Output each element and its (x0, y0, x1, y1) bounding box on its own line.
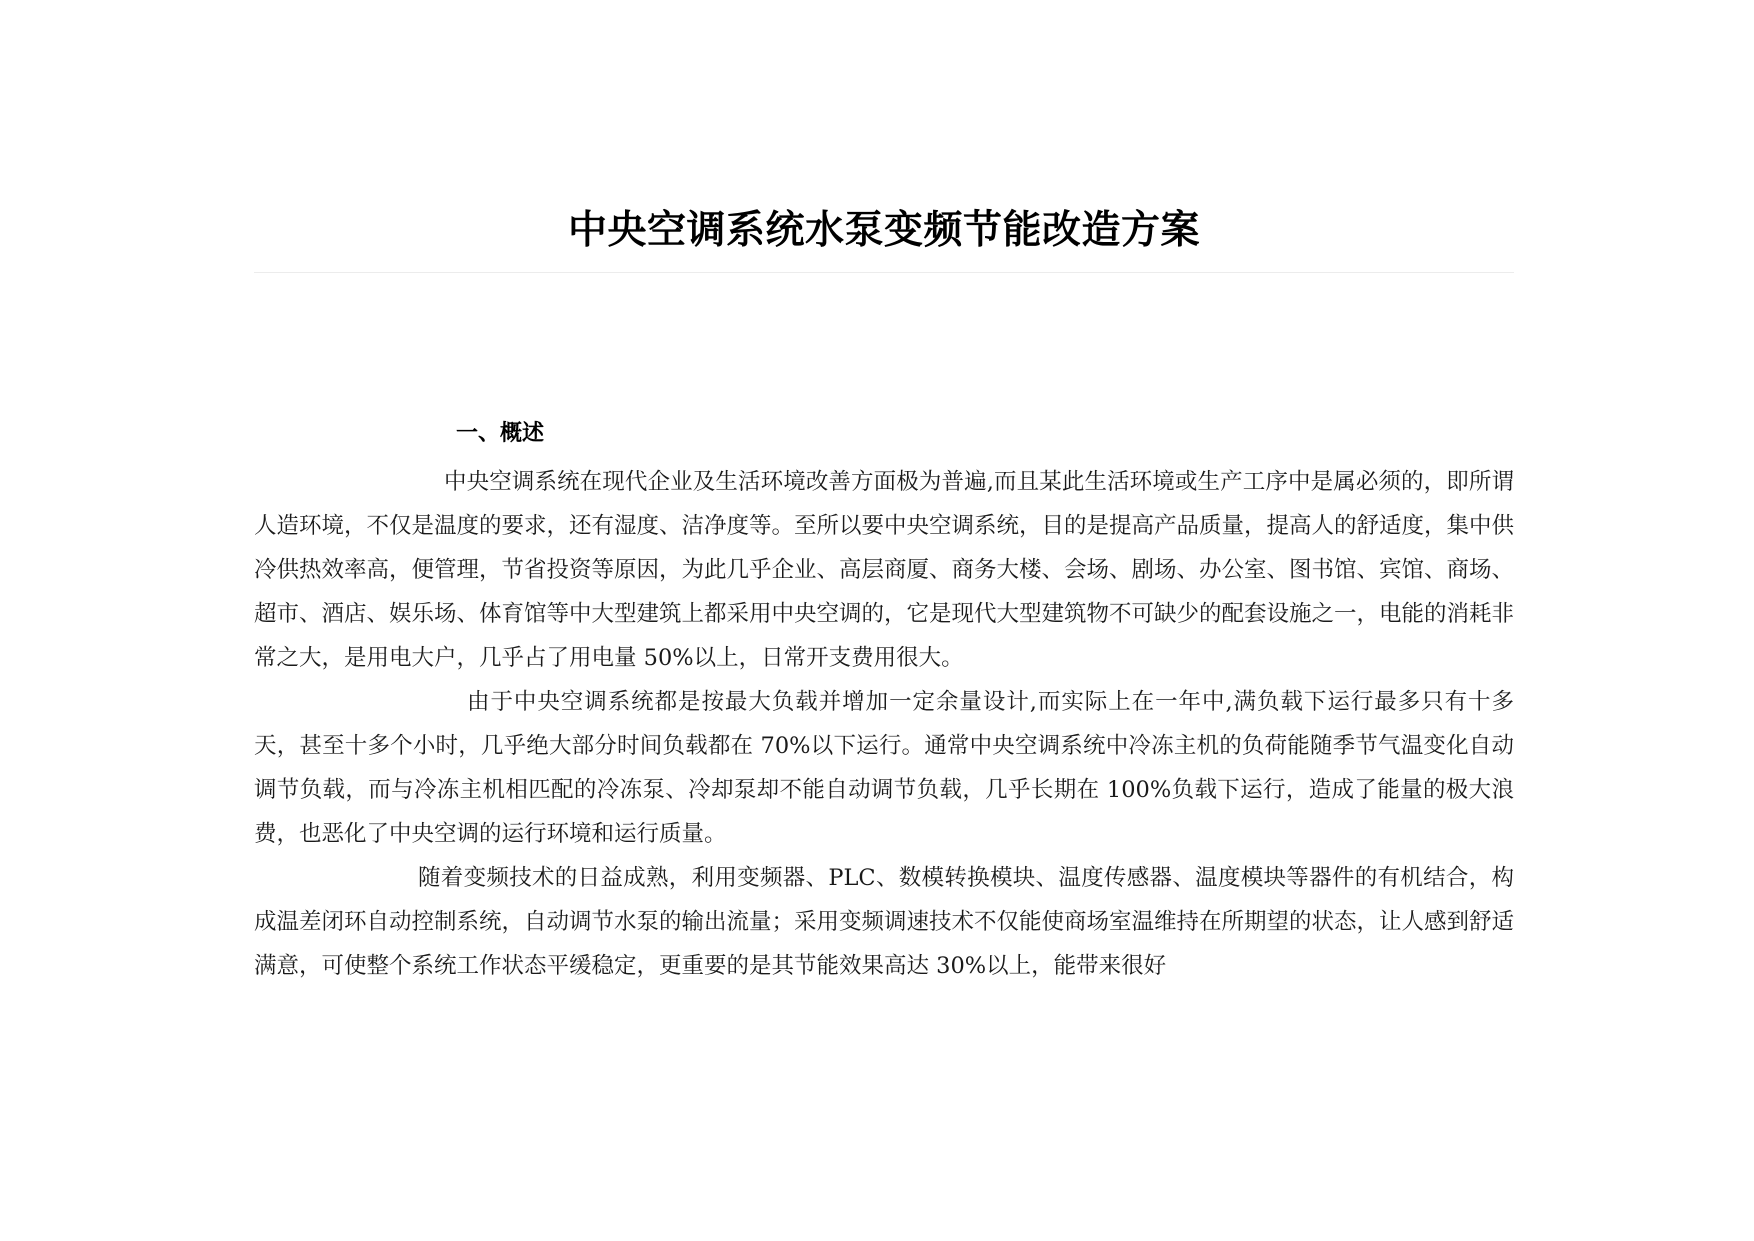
paragraph-2: 由于中央空调系统都是按最大负载并增加一定余量设计,而实际上在一年中,满负载下运行最多只有十多天，甚至十多个小时，几乎绝大部分时间负载都在 70%以下运行。通常中央空调系统中冷冻主机的负荷能随季节气温变化自动调节负载，而与冷冻主机相匹配的冷冻泵、冷却泵却不能自动调节负载，几乎长期在 100%负载下运行，造成了能量的极大浪费，也恶化了中央空调的运行环境和运行质量。 (254, 689, 1514, 847)
paragraph-3: 随着变频技术的日益成熟，利用变频器、PLC、数模转换模块、温度传感器、温度模块等器件的有机结合，构成温差闭环自动控制系统，自动调节水泵的输出流量；采用变频调速技术不仅能使商场室温维持在所期望的状态，让人感到舒适满意，可使整个系统工作状态平缓稳定，更重要的是其节能效果高达 30%以上，能带来很好 (254, 865, 1515, 979)
section-heading: 一、概述 (456, 421, 545, 446)
body-text (254, 460, 1514, 988)
document-title: 中央空调系统水泵变频节能改造方案 (567, 207, 1200, 253)
paragraph-1: 中央空调系统在现代企业及生活环境改善方面极为普遍,而且某此生活环境或生产工序中是属必须的，即所谓人造环境，不仅是温度的要求，还有湿度、洁净度等。至所以要中央空调系统，目的是提高产品质量，提高人的舒适度，集中供冷供热效率高，便管理，节省投资等原因，为此几乎企业、高层商厦、商务大楼、会场、剧场、办公室、图书馆、宾馆、商场、超市、酒店、娱乐场、体育馆等中大型建筑上都采用中央空调的，它是现代大型建筑物不可缺少的配套设施之一，电能的消耗非常之大，是用电大户，几乎占了用电量 50%以上，日常开支费用很大。 (254, 469, 1515, 671)
title-divider (254, 272, 1514, 273)
